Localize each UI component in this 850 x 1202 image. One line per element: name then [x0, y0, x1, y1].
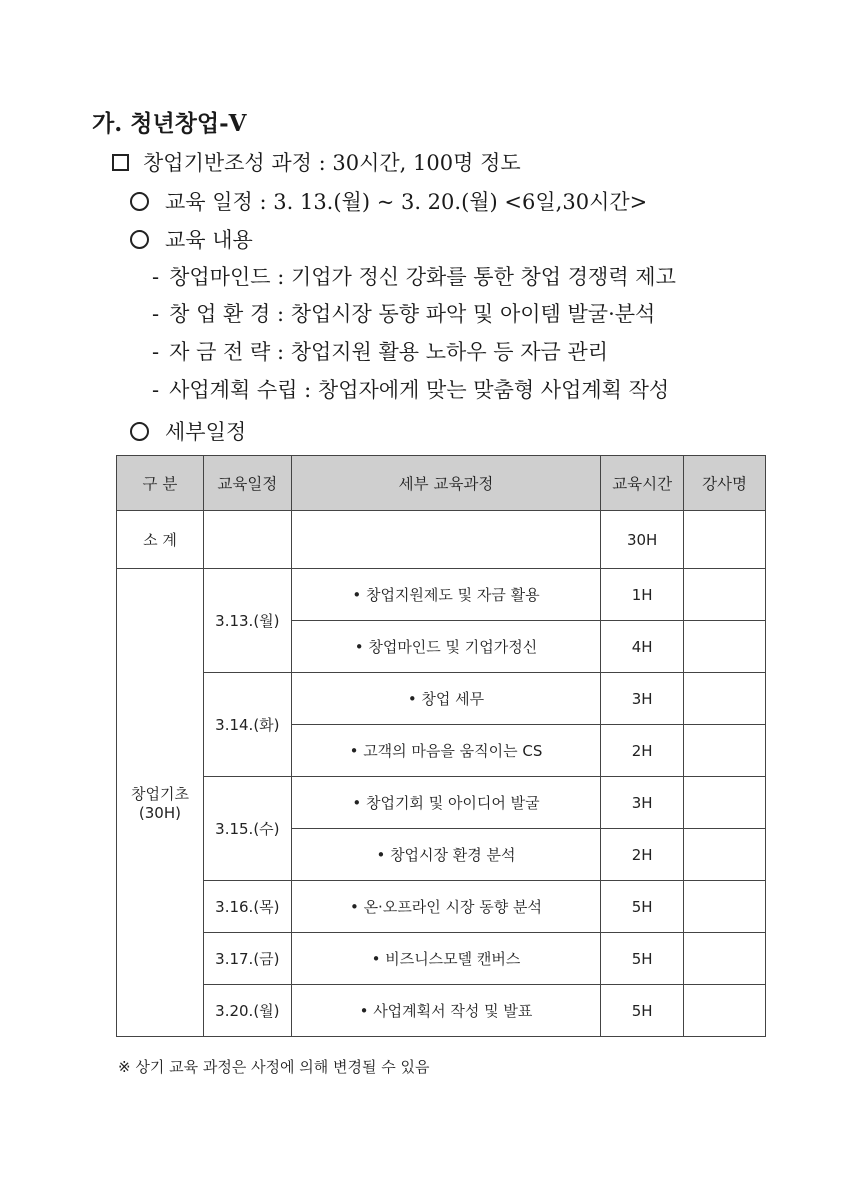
row-hours: 1H [601, 569, 684, 621]
content-item-text: 창업마인드 : 기업가 정신 강화를 통한 창업 경쟁력 제고 [169, 265, 676, 289]
circle-bullet-icon [130, 422, 149, 441]
schedule-text: 교육 일정 : 3. 13.(월) ~ 3. 20.(월) <6일,30시간> [165, 190, 648, 214]
table-header-row [117, 456, 766, 511]
row-course: • 온·오프라인 시장 동향 분석 [291, 881, 600, 933]
content-title: 교육 내용 [165, 228, 253, 252]
row-hours: 4H [601, 621, 684, 673]
content-item-text: 자 금 전 략 : 창업지원 활용 노하우 등 자금 관리 [169, 340, 609, 364]
content-item [152, 376, 669, 404]
schedule-line [130, 188, 647, 216]
dash-bullet-icon: - [152, 340, 160, 364]
row-date: 3.17.(금) [203, 933, 291, 985]
row-course: • 창업마인드 및 기업가정신 [291, 621, 600, 673]
program-line [112, 149, 521, 177]
dash-bullet-icon: - [152, 378, 160, 402]
group-label [117, 569, 204, 1037]
row-instructor [684, 933, 766, 985]
row-course: • 창업시장 환경 분석 [291, 829, 600, 881]
row-date: 3.15.(수) [203, 777, 291, 881]
row-course: • 창업 세무 [291, 673, 600, 725]
circle-bullet-icon [130, 230, 149, 249]
content-title-line [130, 226, 253, 254]
row-hours: 3H [601, 673, 684, 725]
program-text: 창업기반조성 과정 : 30시간, 100명 정도 [143, 151, 521, 175]
row-course: • 고객의 마음을 움직이는 CS [291, 725, 600, 777]
row-hours: 5H [601, 881, 684, 933]
row-date: 3.14.(화) [203, 673, 291, 777]
section-heading: 가. 청년창업-V [92, 110, 247, 137]
table-row [117, 673, 766, 725]
content-item [152, 300, 655, 328]
content-item [152, 263, 676, 291]
header-category: 구 분 [117, 456, 204, 511]
footnote: ※ 상기 교육 과정은 사정에 의해 변경될 수 있음 [118, 1058, 430, 1076]
row-instructor [684, 673, 766, 725]
group-label-name: 창업기초 [130, 785, 189, 803]
circle-bullet-icon [130, 192, 149, 211]
header-hours: 교육시간 [601, 456, 684, 511]
subtotal-row [117, 511, 766, 569]
content-item [152, 338, 608, 366]
row-date: 3.20.(월) [203, 985, 291, 1037]
table-row [117, 985, 766, 1037]
table-row [117, 881, 766, 933]
table-row [117, 933, 766, 985]
row-instructor [684, 881, 766, 933]
row-hours: 5H [601, 985, 684, 1037]
row-hours: 3H [601, 777, 684, 829]
row-instructor [684, 777, 766, 829]
group-label-hours: (30H) [138, 804, 181, 822]
row-hours: 5H [601, 933, 684, 985]
header-instructor: 강사명 [684, 456, 766, 511]
row-instructor [684, 621, 766, 673]
row-instructor [684, 985, 766, 1037]
subtotal-course [291, 511, 600, 569]
subtotal-hours: 30H [601, 511, 684, 569]
row-instructor [684, 569, 766, 621]
table-row [117, 777, 766, 829]
row-course: • 비즈니스모델 캔버스 [291, 933, 600, 985]
row-hours: 2H [601, 725, 684, 777]
header-date: 교육일정 [203, 456, 291, 511]
detail-title: 세부일정 [165, 420, 247, 444]
row-date: 3.16.(목) [203, 881, 291, 933]
header-course: 세부 교육과정 [291, 456, 600, 511]
row-instructor [684, 829, 766, 881]
schedule-table [116, 455, 766, 1037]
row-instructor [684, 725, 766, 777]
subtotal-instructor [684, 511, 766, 569]
content-item-text: 창 업 환 경 : 창업시장 동향 파악 및 아이템 발굴·분석 [169, 302, 656, 326]
row-date: 3.13.(월) [203, 569, 291, 673]
table-row [117, 569, 766, 621]
detail-title-line [130, 418, 246, 446]
dash-bullet-icon: - [152, 302, 160, 326]
row-course: • 창업지원제도 및 자금 활용 [291, 569, 600, 621]
row-course: • 창업기회 및 아이디어 발굴 [291, 777, 600, 829]
subtotal-date [203, 511, 291, 569]
dash-bullet-icon: - [152, 265, 160, 289]
row-hours: 2H [601, 829, 684, 881]
row-course: • 사업계획서 작성 및 발표 [291, 985, 600, 1037]
content-item-text: 사업계획 수립 : 창업자에게 맞는 맞춤형 사업계획 작성 [169, 378, 670, 402]
checkbox-bullet-icon [112, 154, 129, 171]
subtotal-label: 소 계 [117, 511, 204, 569]
